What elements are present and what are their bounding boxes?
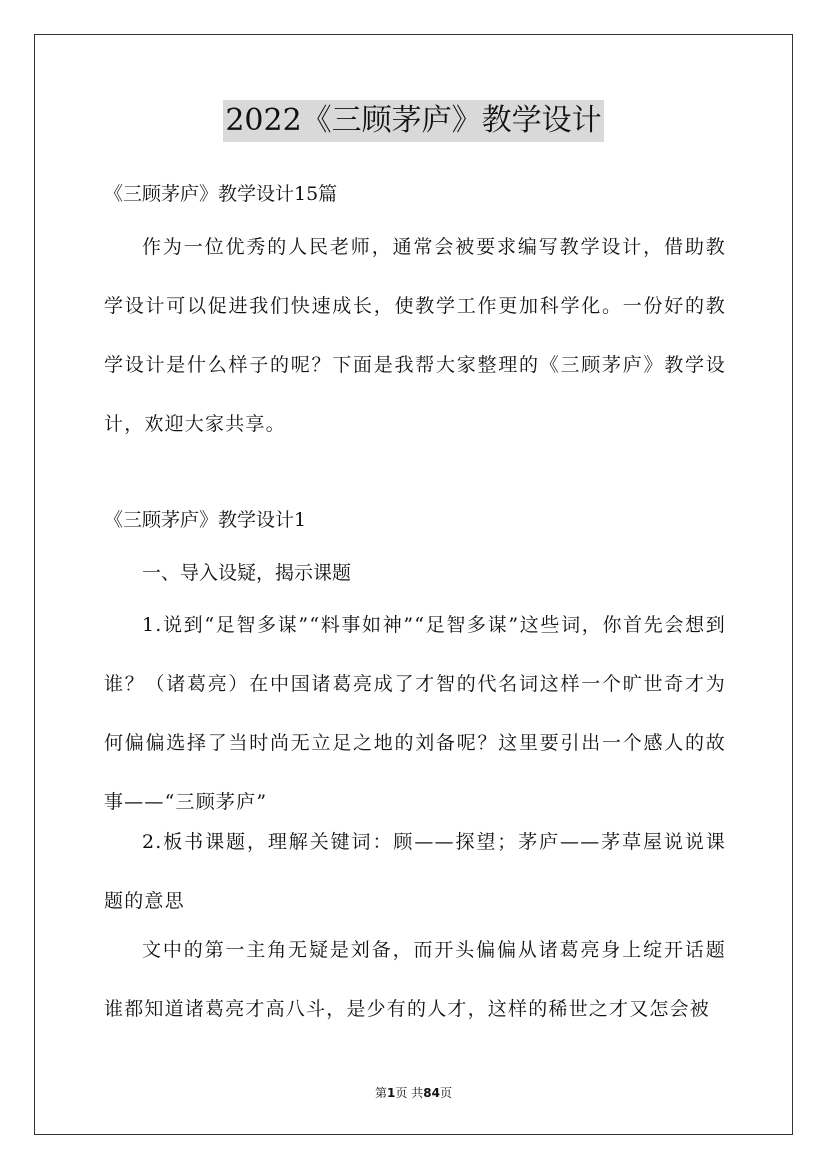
document-subtitle: 《三顾茅庐》教学设计15篇 <box>104 183 338 205</box>
footer-prefix: 第 <box>375 1086 388 1100</box>
section-heading: 《三顾茅庐》教学设计1 <box>104 509 307 531</box>
paragraph-2: 2.板书课题，理解关键词：顾——探望；茅庐——茅草屋说说课题的意思 <box>104 831 726 912</box>
footer-page-total: 84 <box>423 1086 440 1100</box>
footer-page-current: 1 <box>387 1086 396 1100</box>
intro-paragraph: 作为一位优秀的人民老师，通常会被要求编写教学设计，借助教学设计可以促进我们快速成长，使教学工作更加科学化。一份好的教学设计是什么样子的呢？下面是我帮大家整理的《三顾茅庐》教学设计，欢迎大家共享。 <box>104 236 726 435</box>
page-footer <box>0 1084 827 1101</box>
document-title: 2022《三顾茅庐》教学设计 <box>223 100 603 142</box>
step-heading: 一、导入设疑，揭示课题 <box>142 562 352 584</box>
paragraph-1: 1.说到“足智多谋”“料事如神”“足智多谋”这些词，你首先会想到谁？（诸葛亮）在中国诸葛亮成了才智的代名词这样一个旷世奇才为何偏偏选择了当时尚无立足之地的刘备呢？这里要引出一个感人的故事——“三顾茅庐” <box>104 614 726 813</box>
footer-suffix: 页 <box>439 1086 452 1100</box>
footer-mid: 页 共 <box>395 1086 424 1100</box>
paragraph-3: 文中的第一主角无疑是刘备，而开头偏偏从诸葛亮身上绽开话题谁都知道诸葛亮才高八斗，是少有的人才，这样的稀世之才又怎会被 <box>104 939 726 1020</box>
title-wrap <box>0 100 827 142</box>
